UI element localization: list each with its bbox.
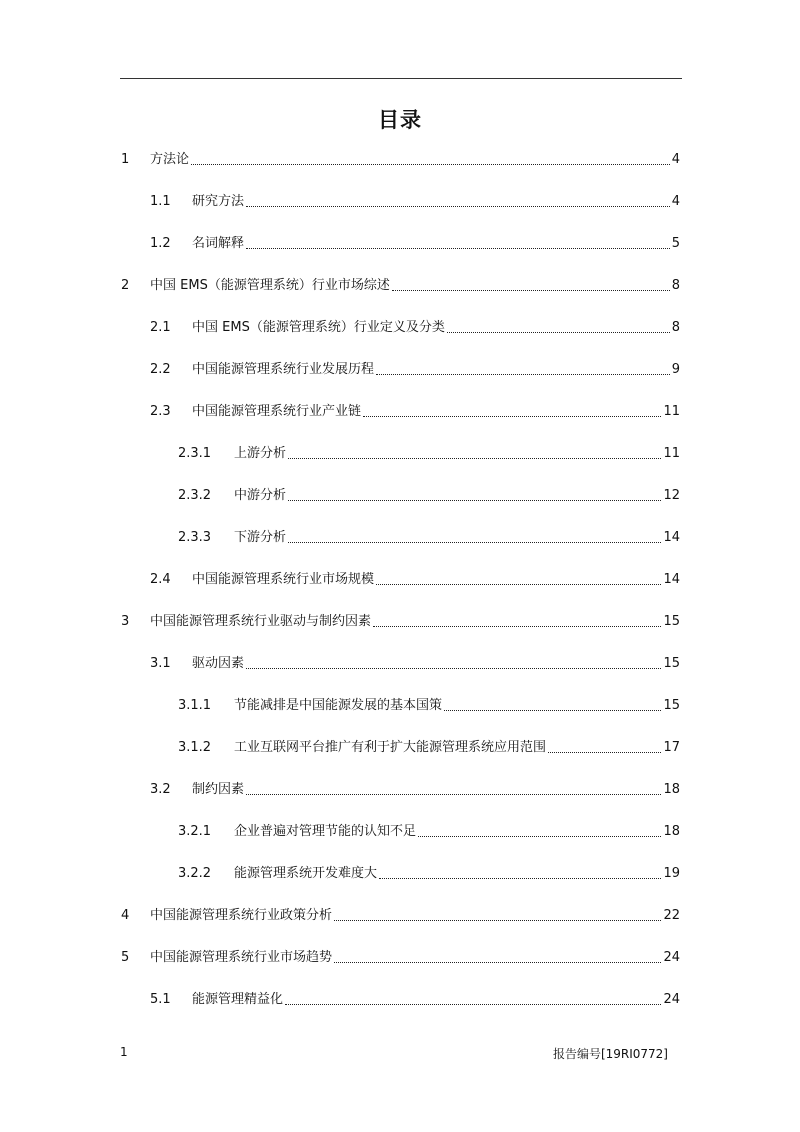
toc-label: 能源管理系统开发难度大 <box>234 866 378 881</box>
toc-label: 节能减排是中国能源发展的基本国策 <box>234 698 443 713</box>
toc-label: 下游分析 <box>234 530 287 545</box>
toc-entry[interactable] <box>178 738 680 758</box>
toc-leader <box>373 626 661 627</box>
toc-page-number: 4 <box>671 152 680 167</box>
toc-label: 工业互联网平台推广有利于扩大能源管理系统应用范围 <box>234 740 547 755</box>
toc-leader <box>246 248 670 249</box>
toc-entry[interactable] <box>150 570 680 590</box>
toc-label: 驱动因素 <box>192 656 245 671</box>
toc-entry[interactable] <box>178 486 680 506</box>
toc-page-number: 18 <box>663 782 680 797</box>
toc-label: 中国能源管理系统行业市场规模 <box>192 572 375 587</box>
toc-label: 能源管理精益化 <box>192 992 284 1007</box>
footer-page-number: 1 <box>120 1045 128 1059</box>
toc-leader <box>285 1004 661 1005</box>
toc-label: 中国能源管理系统行业产业链 <box>192 404 362 419</box>
toc-page-number: 22 <box>663 908 680 923</box>
toc-label: 制约因素 <box>192 782 245 797</box>
toc-page-number: 24 <box>663 992 680 1007</box>
toc-entry[interactable] <box>150 360 680 380</box>
toc-label: 名词解释 <box>192 236 245 251</box>
toc-page-number: 18 <box>663 824 680 839</box>
toc-number: 3.2.2 <box>178 866 212 881</box>
toc-number: 2.3 <box>150 404 171 419</box>
toc-label: 中国能源管理系统行业驱动与制约因素 <box>150 614 372 629</box>
toc-entry[interactable] <box>121 948 680 968</box>
toc-page-number: 12 <box>663 488 680 503</box>
toc-number: 2.4 <box>150 572 171 587</box>
toc-page-number: 19 <box>663 866 680 881</box>
toc-leader <box>447 332 670 333</box>
toc-page-number: 15 <box>663 698 680 713</box>
toc-leader <box>376 374 670 375</box>
toc-page-number: 8 <box>671 320 680 335</box>
toc-number: 2.2 <box>150 362 171 377</box>
toc-number: 3.2.1 <box>178 824 212 839</box>
toc-entry[interactable] <box>178 864 680 884</box>
toc-leader <box>288 542 661 543</box>
toc-leader <box>288 458 661 459</box>
toc-leader <box>288 500 661 501</box>
toc-page-number: 11 <box>663 446 680 461</box>
toc-page-number: 15 <box>663 656 680 671</box>
toc-entry[interactable] <box>150 192 680 212</box>
toc-number: 5 <box>121 950 130 965</box>
toc-label: 研究方法 <box>192 194 245 209</box>
toc-number: 3.1.1 <box>178 698 212 713</box>
toc-leader <box>392 290 670 291</box>
toc-leader <box>246 794 661 795</box>
toc-entry[interactable] <box>121 906 680 926</box>
toc-page-number: 5 <box>671 236 680 251</box>
toc-number: 3.2 <box>150 782 171 797</box>
toc-number: 2.3.3 <box>178 530 212 545</box>
toc-entry[interactable] <box>121 612 680 632</box>
toc-leader <box>444 710 661 711</box>
toc-page-number: 14 <box>663 572 680 587</box>
toc-page-number: 4 <box>671 194 680 209</box>
toc-number: 1.2 <box>150 236 171 251</box>
toc-page-number: 14 <box>663 530 680 545</box>
page-title: 目录 <box>378 108 422 132</box>
toc-number: 5.1 <box>150 992 171 1007</box>
toc-entry[interactable] <box>121 276 680 296</box>
toc-entry[interactable] <box>150 318 680 338</box>
toc-entry[interactable] <box>121 150 680 170</box>
toc-leader <box>376 584 661 585</box>
toc-entry[interactable] <box>150 234 680 254</box>
toc-leader <box>379 878 661 879</box>
toc-number: 3 <box>121 614 130 629</box>
toc-entry[interactable] <box>178 822 680 842</box>
toc-number: 1 <box>121 152 130 167</box>
toc-leader <box>418 836 661 837</box>
toc-leader <box>363 416 661 417</box>
toc-label: 中国能源管理系统行业政策分析 <box>150 908 333 923</box>
toc-number: 3.1 <box>150 656 171 671</box>
toc-page-number: 17 <box>663 740 680 755</box>
toc-page-number: 15 <box>663 614 680 629</box>
toc-entry[interactable] <box>178 528 680 548</box>
toc-leader <box>246 206 670 207</box>
toc-label: 中游分析 <box>234 488 287 503</box>
toc-entry[interactable] <box>150 402 680 422</box>
toc-leader <box>191 164 670 165</box>
toc-page-number: 24 <box>663 950 680 965</box>
toc-number: 2 <box>121 278 130 293</box>
toc-label: 中国能源管理系统行业发展历程 <box>192 362 375 377</box>
toc-label: 中国能源管理系统行业市场趋势 <box>150 950 333 965</box>
toc-page-number: 9 <box>671 362 680 377</box>
toc-label: 中国 EMS（能源管理系统）行业定义及分类 <box>192 320 445 335</box>
toc-label: 方法论 <box>150 152 190 167</box>
toc-leader <box>334 920 661 921</box>
toc-number: 2.1 <box>150 320 171 335</box>
toc-leader <box>548 752 661 753</box>
toc-label: 上游分析 <box>234 446 287 461</box>
toc-entry[interactable] <box>178 696 680 716</box>
footer-report-id: 报告编号[19RI0772] <box>552 1047 668 1061</box>
toc-entry[interactable] <box>150 780 680 800</box>
toc-number: 2.3.1 <box>178 446 212 461</box>
toc-leader <box>246 668 661 669</box>
toc-label: 中国 EMS（能源管理系统）行业市场综述 <box>150 278 390 293</box>
toc-entry[interactable] <box>150 990 680 1010</box>
toc-label: 企业普遍对管理节能的认知不足 <box>234 824 417 839</box>
toc-entry[interactable] <box>150 654 680 674</box>
toc-page-number: 11 <box>663 404 680 419</box>
toc-entry[interactable] <box>178 444 680 464</box>
toc-number: 1.1 <box>150 194 171 209</box>
toc-page-number: 8 <box>671 278 680 293</box>
toc-number: 2.3.2 <box>178 488 212 503</box>
toc-number: 4 <box>121 908 130 923</box>
toc-leader <box>334 962 661 963</box>
toc-number: 3.1.2 <box>178 740 212 755</box>
